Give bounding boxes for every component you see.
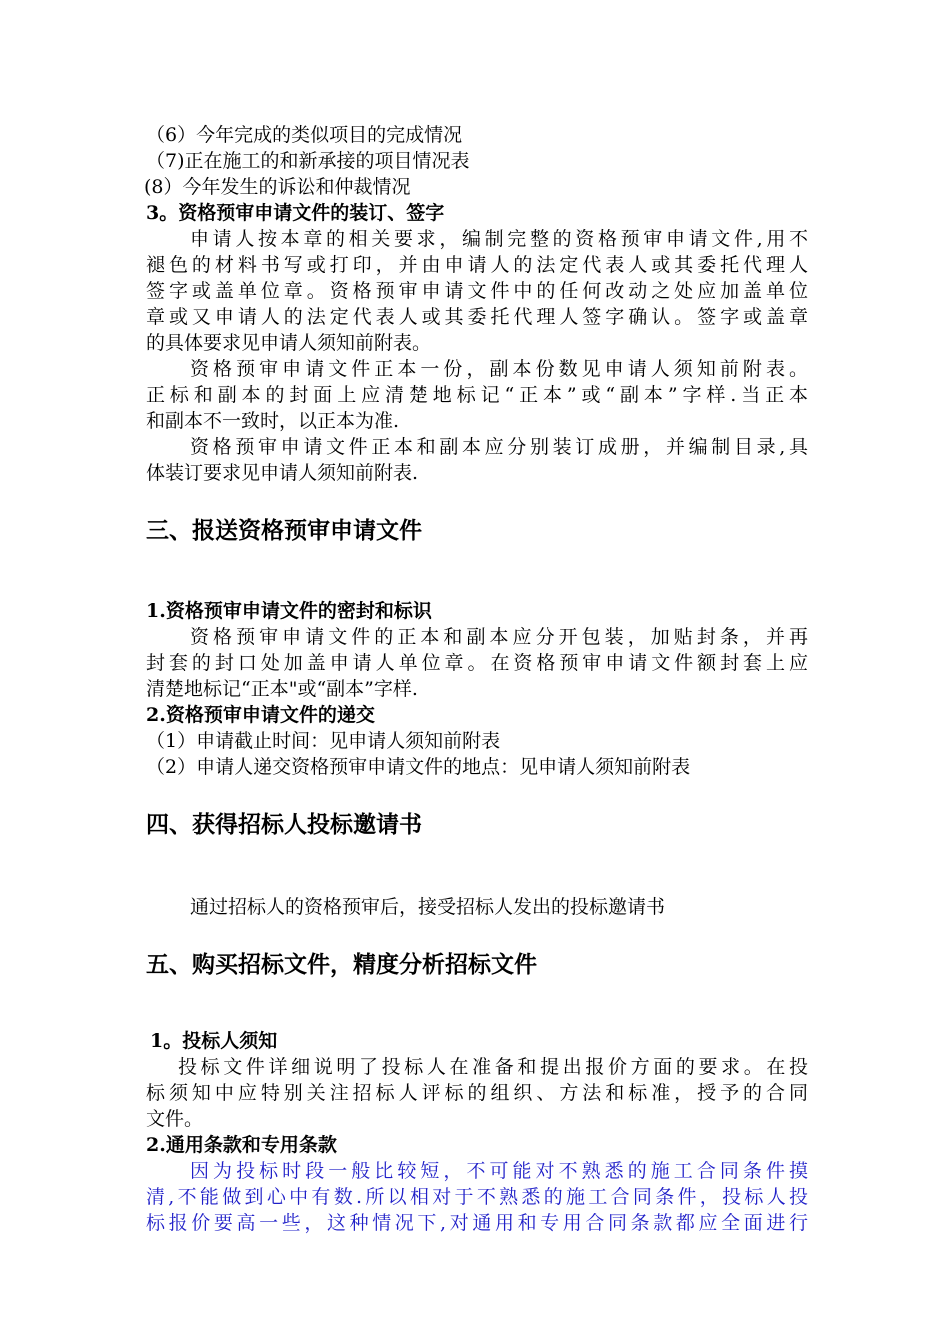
text-line: 资格预审申请文件正本一份，副本份数见申请人须知前附表。 [190,358,808,380]
section-heading-instructions: 1。投标人须知 [150,1030,278,1052]
text-line: 文件。 [146,1108,204,1130]
list-item: （2）申请人递交资格预审申请文件的地点：见申请人须知前附表 [146,756,691,778]
paragraph-instructions [146,1054,808,1132]
text-line: 因为投标时段一般比较短，不可能对不熟悉的施工合同条件摸 [190,1160,808,1182]
part-title-submission: 三、报送资格预审申请文件 [146,518,422,544]
paragraph-binding-requirements [146,226,808,356]
part-title-invitation: 四、获得招标人投标邀请书 [146,812,422,838]
section-heading-delivery: 2.资格预审申请文件的递交 [146,704,375,726]
text-line: 的具体要求见申请人须知前附表。 [146,332,432,354]
text-line: 章或又申请人的法定代表人或其委托代理人签字确认。签字或盖章 [146,306,808,328]
document-page [146,122,808,1236]
list-item: （7)正在施工的和新承接的项目情况表 [146,150,470,172]
text-line: 褪色的材料书写或打印，并由申请人的法定代表人或其委托代理人 [146,254,808,276]
paragraph-clauses [146,1158,808,1236]
text-line: 资格预审申请文件的正本和副本应分开包装，加贴封条，并再 [190,626,808,648]
text-line: 正标和副本的封面上应清楚地标记“正本”或“副本”字样.当正本 [146,384,808,406]
text-line: 清楚地标记“正本"或“副本”字样. [146,678,418,700]
list-item: （6）今年完成的类似项目的完成情况 [146,124,463,146]
text-line: 申请人按本章的相关要求，编制完整的资格预审申请文件,用不 [190,228,808,250]
text-line: 资格预审申请文件正本和副本应分别装订成册，并编制目录,具 [190,436,808,458]
text-line: 清,不能做到心中有数.所以相对于不熟悉的施工合同条件，投标人投 [146,1186,808,1208]
paragraph-sealing [146,624,808,702]
text-line: 投标文件详细说明了投标人在准备和提出报价方面的要求。在投 [178,1056,808,1078]
text-line: 和副本不一致时，以正本为准. [146,410,400,432]
text-line: 封套的封口处加盖申请人单位章。在资格预审申请文件额封套上应 [146,652,808,674]
text-line: 签字或盖单位章。资格预审申请文件中的任何改动之处应加盖单位 [146,280,808,302]
list-item: （1）申请截止时间：见申请人须知前附表 [146,730,501,752]
text-line: 标须知中应特别关注招标人评标的组织、方法和标准，授予的合同 [146,1082,808,1104]
section-heading-sealing: 1.资格预审申请文件的密封和标识 [146,600,432,622]
text-line: 标报价要高一些，这种情况下,对通用和专用合同条款都应全面进行 [146,1212,808,1234]
part-title-tender-docs: 五、购买招标文件，精度分析招标文件 [146,952,537,978]
list-item: (8）今年发生的诉讼和仲裁情况 [144,176,411,198]
paragraph-copies [146,356,808,434]
section-heading-clauses: 2.通用条款和专用条款 [146,1134,337,1156]
section-heading-binding: 3。资格预审申请文件的装订、签字 [146,202,445,224]
text-line: 体装订要求见申请人须知前附表. [146,462,419,484]
paragraph-invitation: 通过招标人的资格预审后，接受招标人发出的投标邀请书 [190,896,666,918]
paragraph-binding-volumes [146,434,808,486]
